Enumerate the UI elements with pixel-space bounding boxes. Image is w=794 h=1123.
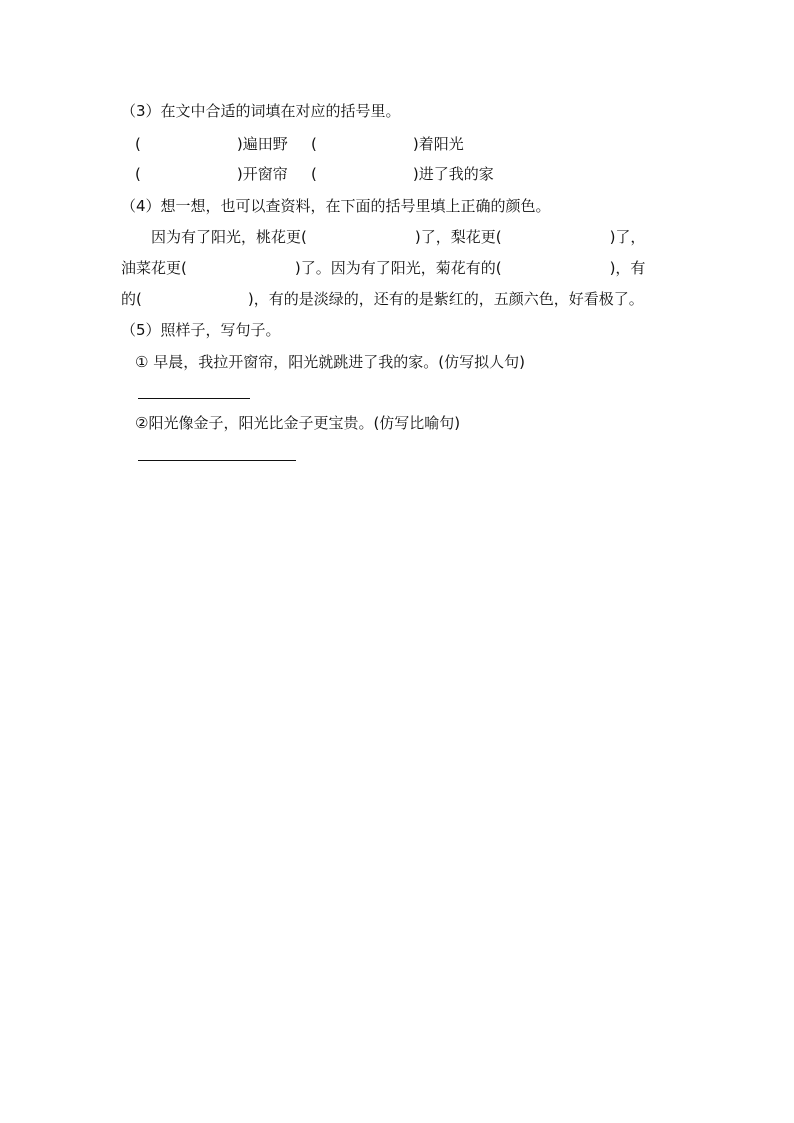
q5-title: （5）照样子，写句子。	[121, 321, 281, 339]
q5-item2: ②阳光像金子，阳光比金子更宝贵。(仿写比喻句)	[135, 414, 461, 432]
q3-title: （3）在文中合适的词填在对应的括号里。	[121, 102, 401, 120]
open-paren: (	[311, 135, 317, 153]
q3-row2-left	[135, 164, 288, 184]
q4-line1	[151, 227, 645, 247]
q4-line3-part2: )，有的是淡绿的，还有的是紫红的，五颜六色，好看极了。	[247, 290, 644, 308]
answer-line-personification[interactable]	[138, 398, 250, 399]
q3-row2-left-text: )开窗帘	[236, 165, 288, 183]
q3-row2-right	[311, 164, 494, 184]
open-paren: (	[135, 135, 141, 153]
q4-line1-part2: )了，梨花更(	[414, 228, 502, 246]
q4-line2-part2: )了。因为有了阳光，菊花有的(	[294, 259, 502, 277]
q4-line3	[121, 289, 644, 309]
q5-item1: ① 早晨，我拉开窗帘，阳光就跳进了我的家。(仿写拟人句)	[135, 353, 525, 371]
q3-row1-left	[135, 134, 288, 154]
q4-line2	[121, 258, 645, 278]
q4-line2-part3: )，有	[609, 259, 646, 277]
q3-row1-right	[311, 134, 464, 154]
open-paren: (	[311, 165, 317, 183]
q3-row2-right-text: )进了我的家	[412, 165, 494, 183]
q3-row1-left-text: )遍田野	[236, 135, 288, 153]
answer-line-metaphor[interactable]	[138, 460, 296, 461]
open-paren: (	[135, 165, 141, 183]
q4-title: （4）想一想，也可以查资料，在下面的括号里填上正确的颜色。	[121, 197, 551, 215]
q4-line1-part1: 因为有了阳光，桃花更(	[151, 228, 307, 246]
q4-line3-part1: 的(	[121, 290, 142, 308]
q4-line1-part3: )了，	[609, 228, 646, 246]
q3-row1-right-text: )着阳光	[412, 135, 464, 153]
q4-line2-part1: 油菜花更(	[121, 259, 187, 277]
